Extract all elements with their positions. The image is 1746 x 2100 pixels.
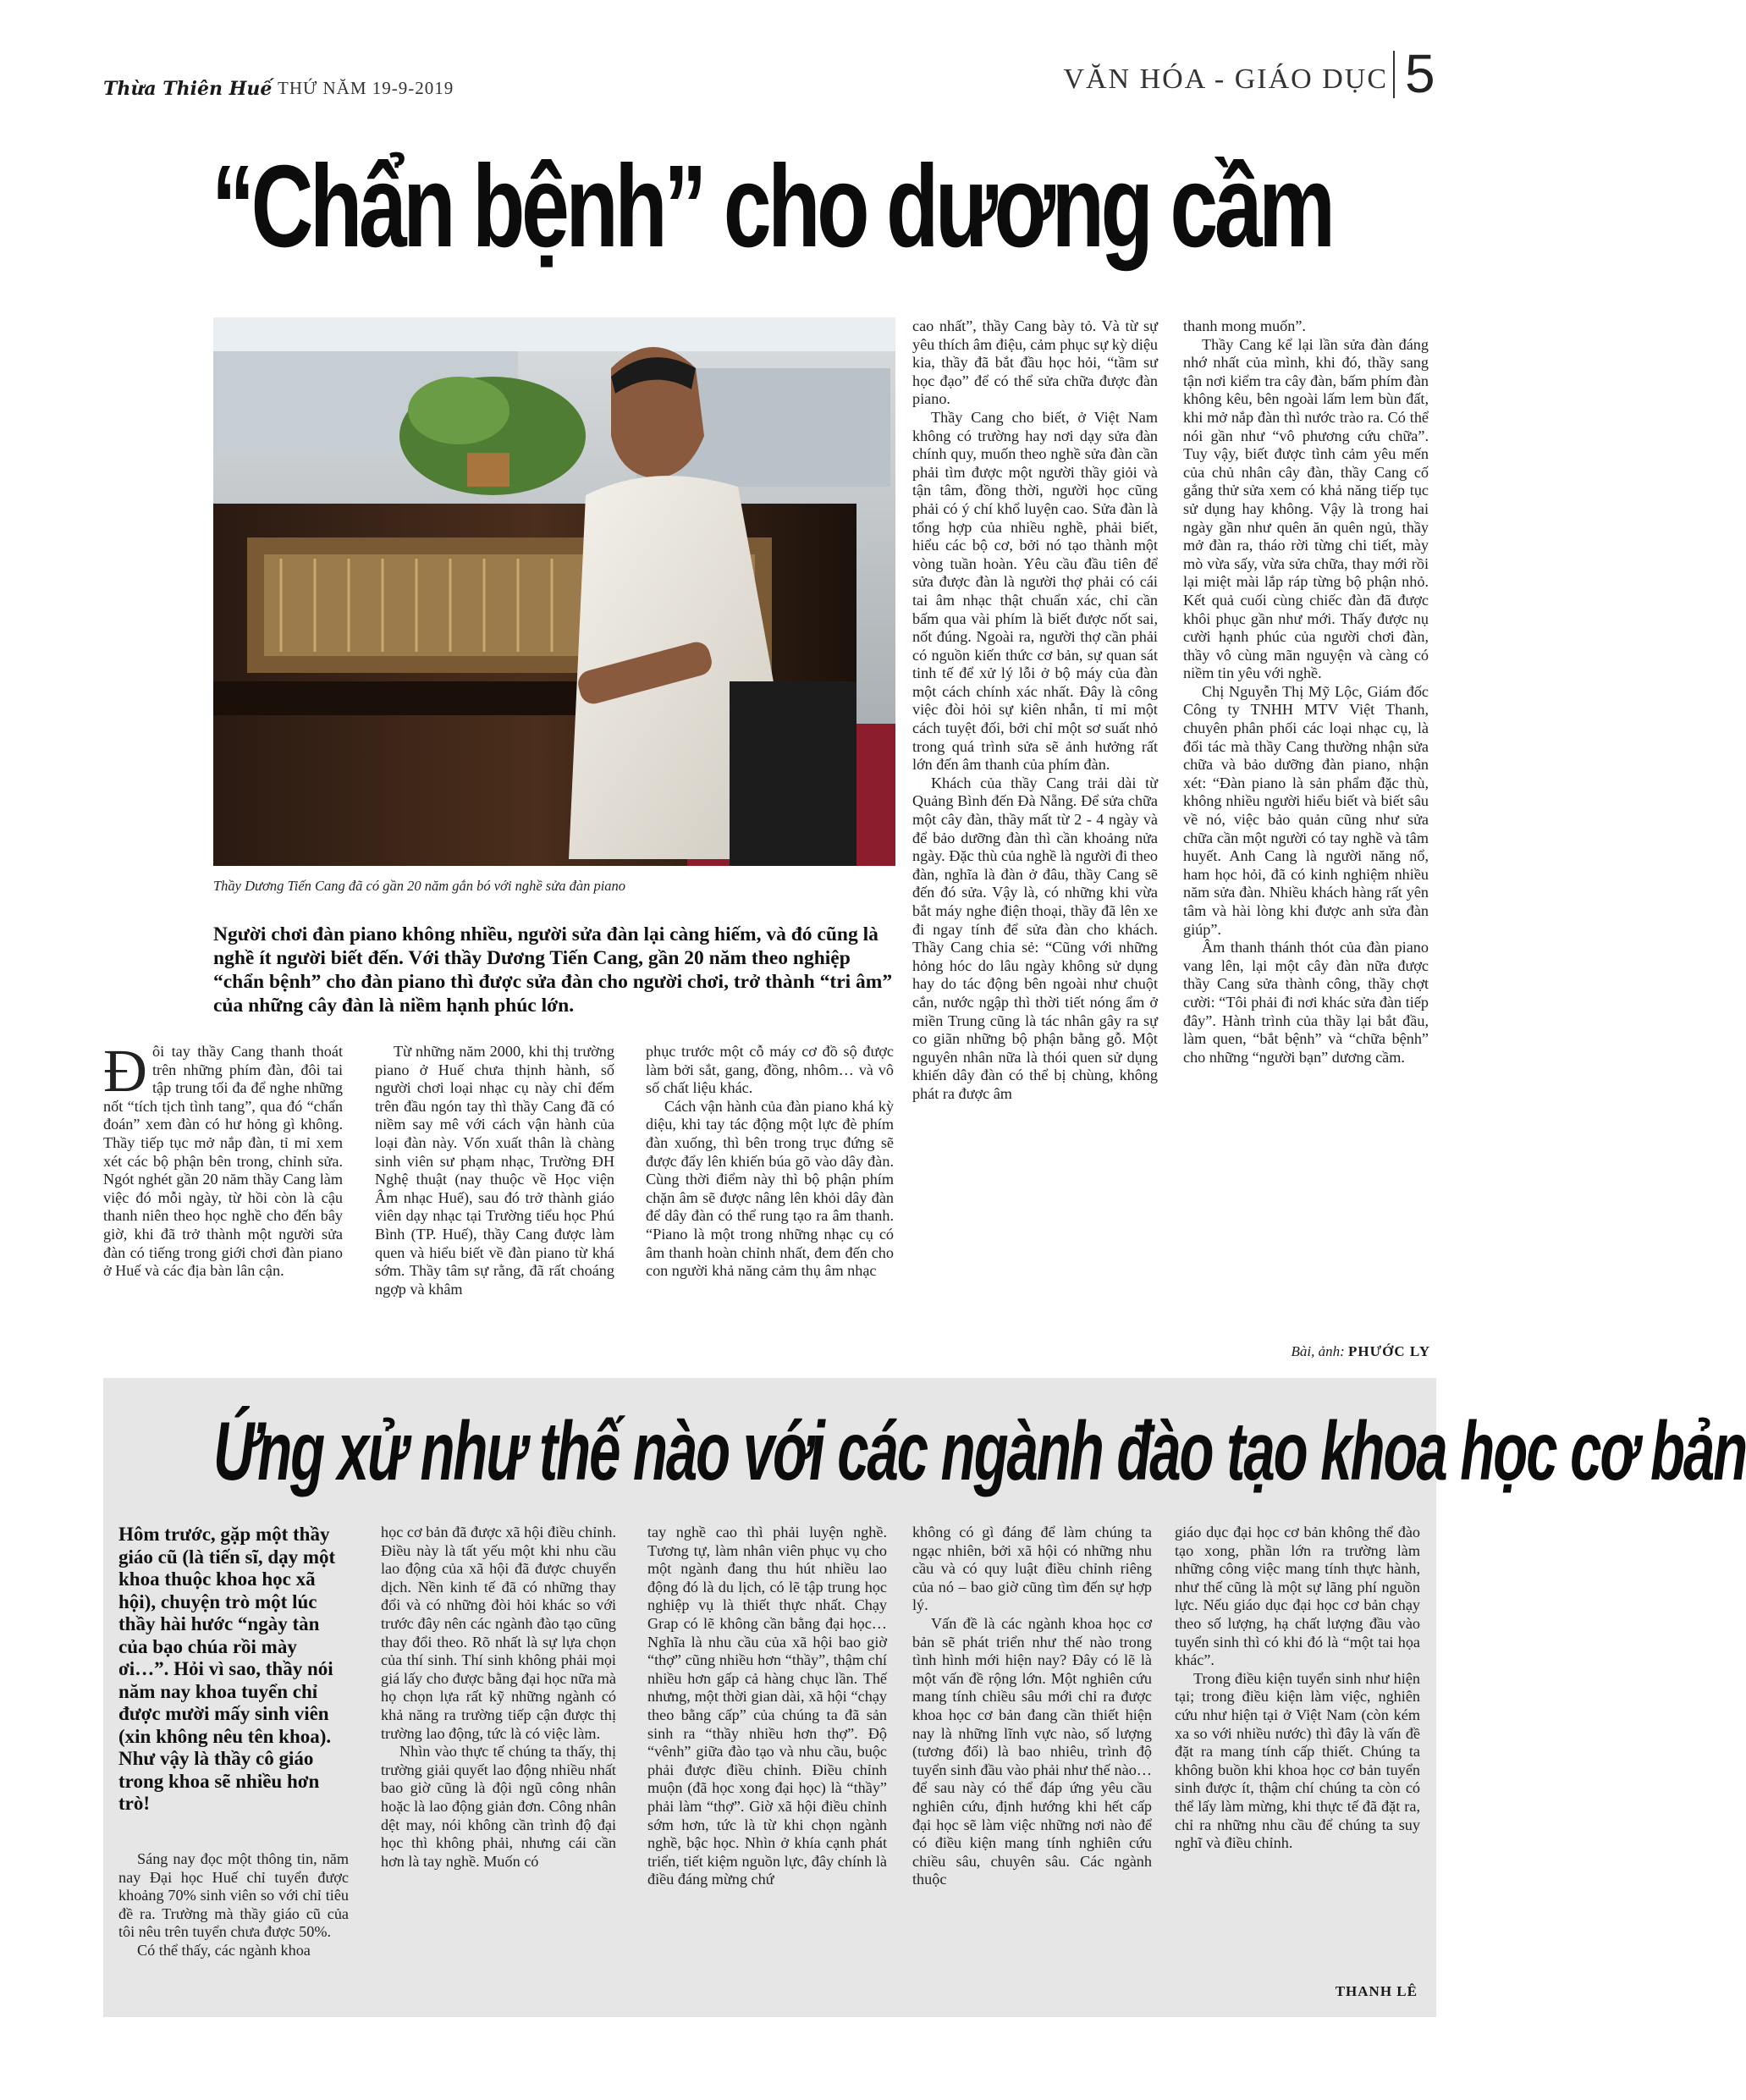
byline-author: PHƯỚC LY — [1348, 1343, 1430, 1359]
issue-date: THỨ NĂM 19-9-2019 — [278, 78, 454, 98]
article1-paragraph: Cách vận hành của đàn piano khá kỳ diệu, khi tay tác động một lực đè phím đàn xuống, thì bên trong trục đứng sẽ được đẩy lên khiến búa gõ vào dây đàn. Cùng thời điểm này thì bộ phận phím chặn âm sẽ được nâng lên khỏi dây đàn để dây đàn có thể rung tạo ra âm thanh. “Piano là một trong những nhạc cụ có âm thanh hoàn chỉnh nhất, đem đến cho con người khả năng cảm thụ âm nhạc — [646, 1097, 894, 1280]
article1-column-1 — [103, 1037, 343, 1281]
article2-paragraph: tay nghề cao thì phải luyện nghề. Tương tự, làm nhân viên phục vụ cho một ngành đang thu hút nhiều lao động đó là du lịch, có lẽ tập trung học nghiệp vụ là thiết thực nhất. Chạy Grap có lẽ không cần bằng đại học… Nghĩa là nhu cầu của xã hội bao giờ “thợ” cũng nhiều hơn “thầy”, thậm chí nhiều hơn gấp cả hàng chục lần. Thế nhưng, một thời gian dài, xã hội “chạy theo bằng cấp” của chúng ta đã sản sinh ra “thầy nhiều hơn thợ”. Độ “vênh” giữa đào tạo và nhu cầu, buộc phải được điều chỉnh. Điều chỉnh muộn (đã học xong đại học) là “thầy” phải làm “thợ”. Giờ xã hội điều chỉnh sớm hơn, tức là từ khi chọn ngành nghề, bậc học. Nhìn ở khía cạnh phát triển, tiết kiệm nguồn lực, đây chính là điều đáng mừng chứ — [647, 1524, 887, 1888]
article1-column-2 — [375, 1043, 614, 1298]
article1-paragraph: Chị Nguyễn Thị Mỹ Lộc, Giám đốc Công ty TNHH MTV Việt Thanh, chuyên phân phối các loại nhạc cụ, là đối tác mà thầy Cang thường nhận sửa chữa và bảo dưỡng đàn piano, nhận xét: “Đàn piano là sản phẩm đặc thù, không nhiều người hiểu biết và biết sâu về nó, việc bảo quản cũng như sửa chữa cần một người có tay nghề và tâm huyết. Anh Cang là người năng nổ, ham học hỏi, đã có kinh nghiệm nhiều năm sửa đàn. Nhiều khách hàng rất yên tâm và hài lòng khi được anh sửa đàn giúp”. — [1183, 682, 1429, 938]
article1-paragraph: Từ những năm 2000, khi thị trường piano ở Huế chưa thịnh hành, số người chơi loại nhạc cụ này chỉ đếm trên đầu ngón tay thì thầy Cang đã có niềm say mê với cách vận hành của loại đàn này. Vốn xuất thân là chàng sinh viên sư phạm nhạc, Trường ĐH Nghệ thuật (nay thuộc về Học viện Âm nhạc Huế), sau đó trở thành giáo viên dạy nhạc tại Trường tiểu học Phú Bình (TP. Huế), thầy Cang được làm quen và hiểu biết về đàn piano từ khá sớm. Thầy tâm sự rằng, đã rất choáng ngợp và khâm — [375, 1043, 614, 1298]
article2-column-3 — [647, 1524, 887, 1889]
article2-column-4 — [912, 1524, 1152, 1889]
article2-paragraph: Vấn đề là các ngành khoa học cơ bản sẽ phát triển như thế nào trong tình hình mới hiện nay? Đây có lẽ là một vấn đề rộng lớn. Một nghiên cứu mang tính chiều sâu mới chỉ ra được khoa học cơ bản đang cần thiết hiện nay là những lĩnh vực nào, số lượng (tương đối) là bao nhiêu, trình độ tuyển sinh đầu vào phải như thế nào… để sau này có thể đáp ứng yêu cầu nghiên cứu, định hướng khi hết cấp đại học sẽ làm việc những nơi nào để có điều kiện mang tính nghiên cứu chiều sâu, chuyên sâu. Các ngành thuộc — [912, 1614, 1152, 1888]
article1-paragraph: phục trước một cỗ máy cơ đồ sộ được làm bởi sắt, gang, đồng, nhôm… và vô số chất liệu khác. — [646, 1043, 894, 1097]
article1-column-3 — [646, 1043, 894, 1281]
article1-paragraph: Khách của thầy Cang trải dài từ Quảng Bình đến Đà Nẵng. Để sửa chữa một cây đàn, thầy mất từ 2 - 4 ngày và để bảo dưỡng đàn thì cần khoảng nửa ngày. Đặc thù của nghề là người đi theo đàn, nghĩa là đàn ở đâu, thầy Cang sẽ đến đó sửa. Vậy là, có những khi vừa bắt máy nghe điện thoại, thầy đã lên xe đi ngay tính để sửa đàn cho khách. Thầy Cang chia sẻ: “Cũng với những hỏng hóc do lâu ngày không sử dụng hay do tác động bên ngoài như chuột cắn, nước ngập thì thời tiết nóng ẩm ở miền Trung cũng là tác nhân gây ra sự co giãn những bộ phận bằng gỗ. Một nguyên nhân nữa là thói quen sử dụng khiến dây đàn có thể bị chùng, không phát ra được âm — [912, 774, 1158, 1102]
article1-column-4 — [912, 317, 1158, 1104]
byline-label: Bài, ảnh: — [1291, 1343, 1349, 1359]
article2-paragraph: học cơ bản đã được xã hội điều chỉnh. Điều này là tất yếu một khi nhu cầu lao động của xã hội đã được chuyển dịch. Nền kinh tế đã có những thay đổi và có những đòi hỏi khác so với trước đây nên các ngành đào tạo cũng thay đổi theo. Rõ nhất là sự lựa chọn của thí sinh. Thí sinh không phải mọi giá lấy cho được bằng đại học nữa mà họ chọn lựa rất kỹ những ngành có khả năng ra trường tiếp cận được thị trường lao động, tức là có việc làm. — [381, 1524, 616, 1742]
newspaper-name: Thừa Thiên Huế — [103, 78, 273, 100]
article2-paragraph: Sáng nay đọc một thông tin, năm nay Đại học Huế chỉ tuyển được khoảng 70% sinh viên so với chỉ tiêu đề ra. Trường mà thầy giáo cũ của tôi nêu trên tuyển chưa được 50%. — [118, 1850, 349, 1941]
article2-paragraph: Nhìn vào thực tế chúng ta thấy, thị trường giải quyết lao động nhiều nhất bao giờ cũng là đội ngũ công nhân hoặc là lao động giản đơn. Công nhân dệt may, nói không cần trình độ đại học thì không phải, nhưng cái cần hơn là tay nghề. Muốn có — [381, 1743, 616, 1870]
piano-repair-illustration — [213, 317, 895, 866]
article2-column-1 — [118, 1850, 349, 1960]
header-divider — [1393, 51, 1395, 98]
article1-paragraph: ôi tay thầy Cang thanh thoát trên những phím đàn, đôi tai tập trung tối đa để nghe những nốt “tích tịch tình tang”, qua đó “chẩn đoán” xem đàn có hư hỏng gì không. Thầy tiếp tục mở nắp đàn, tỉ mỉ xem xét các bộ phận bên trong, chỉnh sửa. Ngót nghét gần 20 năm thầy Cang làm việc đó mỗi ngày, từ hồi còn là cậu thanh niên theo học nghề cho đến bây giờ, khi đã trở thành một người sửa đàn có tiếng trong giới chơi đàn piano ở Huế và các địa bàn lân cận. — [103, 1043, 343, 1280]
section-title: VĂN HÓA - GIÁO DỤC — [1063, 63, 1388, 95]
article1-paragraph: Thầy Cang cho biết, ở Việt Nam không có trường hay nơi dạy sửa đàn chính quy, muốn theo nghề sửa đàn cần phải tìm được một người thầy giỏi và tận tâm, đồng thời, người học cũng phải có ý chí khổ luyện cao. Sửa đàn là tổng hợp của nhiều nghề, phải biết, hiểu các bộ cơ, bởi nó tạo thành một vòng tuần hoàn. Yêu cầu đầu tiên để sửa được đàn là người thợ phải có cái tai âm nhạc thật chuẩn xác, chỉ cần bấm qua vài phím là biết được nốt sai, nốt đúng. Ngoài ra, người thợ cần phải có nguồn kiến thức cơ bản, sự quan sát tinh tế để xử lý lỗi ở bộ máy của đàn một cách chính xác nhất. Đây là công việc đòi hỏi sự kiên nhẫn, tỉ mỉ một cách tuyệt đối, bởi chỉ một sơ suất nhỏ trong quá trình sửa sẽ ảnh hưởng rất lớn đến âm thanh của phím đàn. — [912, 408, 1158, 774]
article2-paragraph: Trong điều kiện tuyển sinh như hiện tại; trong điều kiện làm việc, nghiên cứu như hiện tại ở Việt Nam (còn kém xa so với nhiều nước) thì đây là vấn đề đặt ra mang tính cấp thiết. Chúng ta không buồn khi khoa học cơ bản tuyển sinh được ít, thậm chí chúng ta còn có thể lấy làm mừng, khi thực tế đã đặt ra, chỉ ra những nhu cầu để chúng ta suy nghĩ và điều chỉnh. — [1175, 1669, 1420, 1852]
article1-column-5 — [1183, 317, 1429, 1067]
article1-paragraph: Thầy Cang kể lại lần sửa đàn đáng nhớ nhất của mình, khi đó, thầy sang tận nơi kiểm tra cây đàn, bấm phím đàn không kêu, bên ngoài lấm lem bùn đất, khi mở nắp đàn thì nước trào ra. Có thể nói gần như “vô phương cứu chữa”. Tuy vậy, biết được tình cảm yêu mến của chủ nhân cây đàn, thầy Cang cố gắng thử sửa xem có khả năng tiếp tục sử dụng hay không. Vậy là trong hai ngày gần như quên ăn quên ngủ, thầy mở đàn ra, tháo rời từng chi tiết, mày mò vừa sấy, vừa sửa chữa, thay mới rồi lại miệt mài lắp ráp từng bộ phận nhỏ. Kết quả cuối cùng chiếc đàn đã được khôi phục gần như mới. Thấy được nụ cười hạnh phúc của người chơi đàn, thầy vô cùng mãn nguyện và càng có niềm tin yêu với nghề. — [1183, 335, 1429, 682]
article1-paragraph: cao nhất”, thầy Cang bày tỏ. Và từ sự yêu thích âm điệu, cảm phục sự kỳ diệu kia, thầy đã bắt đầu học hỏi, “tầm sư học đạo” để có thể sửa chữa được đàn piano. — [912, 317, 1158, 408]
article2-column-5 — [1175, 1524, 1420, 1853]
article1-photo — [213, 317, 895, 866]
article2-column-2 — [381, 1524, 616, 1871]
article1-headline: “Chẩn bệnh” cho dương cầm — [212, 141, 1332, 272]
article2-paragraph: Có thể thấy, các ngành khoa — [137, 1941, 311, 1959]
article1-paragraph: Âm thanh thánh thót của đàn piano vang lên, lại một cây đàn nữa được thầy Cang sửa thành công, thầy chợt cười: “Tôi phải đi nơi khác sửa đàn tiếp đây”. Hành trình của thầy lại bắt đầu, làm quen, “bắt bệnh” và “chữa bệnh” cho những “người bạn” dương cầm. — [1183, 939, 1429, 1066]
article2-byline: THANH LÊ — [1335, 1983, 1418, 1999]
article1-byline — [1176, 1343, 1430, 1360]
drop-cap: Đ — [103, 1037, 147, 1105]
page-number: 5 — [1405, 43, 1435, 104]
article2-lead: Hôm trước, gặp một thầy giáo cũ (là tiến sĩ, dạy một khoa thuộc khoa học xã hội), chuyện trò một lúc thầy hài hước “ngày tàn của bạo chúa rồi mày ơi…”. Hỏi vì sao, thầy nói năm nay khoa tuyển chỉ được mười mấy sinh viên (xin không nêu tên khoa). Như vậy là thầy cô giáo trong khoa sẽ nhiều hơn trò! — [118, 1524, 336, 1814]
article2-paragraph: không có gì đáng để làm chúng ta ngạc nhiên, bởi xã hội có những nhu cầu và có quy luật điều chỉnh riêng của nó – bao giờ cũng tìm đến sự hợp lý. — [912, 1524, 1152, 1614]
article1-paragraph: thanh mong muốn”. — [1183, 317, 1306, 334]
article2-paragraph: giáo dục đại học cơ bản không thể đào tạo xong, phần lớn ra trường làm những công việc mang tính thực hành, như thế cũng là một sự lãng phí nguồn lực. Nếu giáo dục đại học cơ bản chạy theo số lượng, hạ chất lượng đầu vào tuyển sinh thì có khi đó là “một tai họa khác”. — [1175, 1524, 1420, 1669]
article1-lead: Người chơi đàn piano không nhiều, người sửa đàn lại càng hiếm, và đó cũng là nghề ít người biết đến. Với thầy Dương Tiến Cang, gần 20 năm theo nghiệp “chẩn bệnh” cho đàn piano thì được sửa đàn cho người chơi, trở thành “tri âm” của những cây đàn là niềm hạnh phúc lớn. — [213, 923, 893, 1017]
photo-caption: Thầy Dương Tiến Cang đã có gần 20 năm gắn bó với nghề sửa đàn piano — [213, 878, 626, 894]
article2-headline: Ứng xử như thế nào với các ngành đào tạo khoa học cơ bản — [213, 1404, 1746, 1497]
